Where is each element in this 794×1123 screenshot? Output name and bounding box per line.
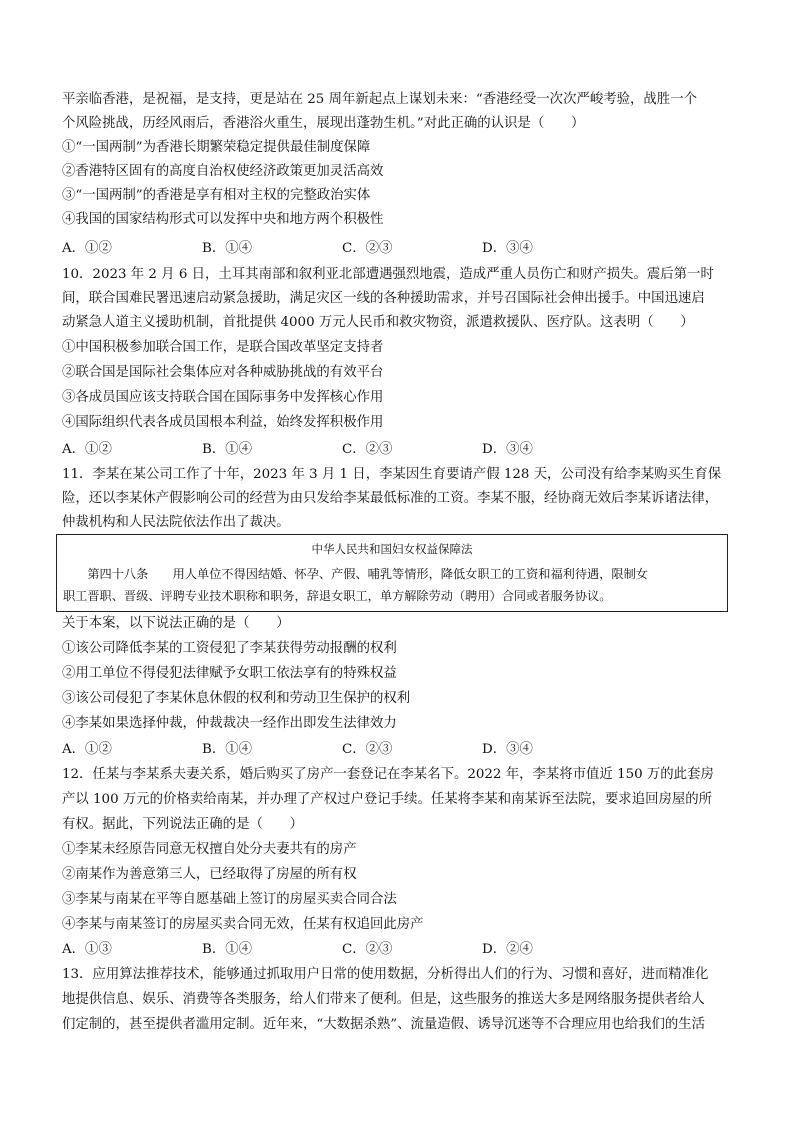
law-excerpt-box bbox=[56, 534, 728, 612]
q13-line-1: 13．应用算法推荐技术，能够通过抓取用户日常的使用数据，分析得出人们的行为、习惯和喜好，进而精准化 bbox=[62, 967, 709, 982]
q11-prompt: 关于本案，以下说法正确的是（ ） bbox=[62, 616, 290, 631]
q10-option-b[interactable]: B．①④ bbox=[202, 442, 253, 457]
law-excerpt-body bbox=[63, 563, 721, 607]
q10-option-c[interactable]: C．②③ bbox=[342, 442, 393, 457]
q12-option-a[interactable]: A．①③ bbox=[62, 942, 112, 957]
q9-statement-1: ①“一国两制”为香港长期繁荣稳定提供最佳制度保障 bbox=[62, 140, 371, 155]
q11-option-b[interactable]: B．①④ bbox=[202, 742, 253, 757]
q12-option-b[interactable]: B．①④ bbox=[202, 942, 253, 957]
q10-statement-4: ④国际组织代表各成员国根本利益，始终发挥积极作用 bbox=[62, 415, 384, 430]
q9-statement-3: ③“一国两制”的香港是享有相对主权的完整政治实体 bbox=[62, 188, 371, 203]
q10-options bbox=[62, 440, 734, 460]
q10-statement-2: ②联合国是国际社会集体应对各种威胁挑战的有效平台 bbox=[62, 365, 384, 380]
q12-option-c[interactable]: C．②③ bbox=[342, 942, 393, 957]
q12-line-1: 12．任某与李某系夫妻关系，婚后购买了房产一套登记在李某名下。2022 年，李某将市值近 150 万的此套房 bbox=[62, 767, 714, 782]
q9-statement-4: ④我国的国家结构形式可以发挥中央和地方两个积极性 bbox=[62, 212, 384, 227]
q10-option-a[interactable]: A．①② bbox=[62, 442, 112, 457]
q9-option-d[interactable]: D．③④ bbox=[482, 241, 533, 256]
q12-option-d[interactable]: D．②④ bbox=[482, 942, 533, 957]
q13-line-2: 地提供信息、娱乐、消费等各类服务，给人们带来了便利。但是，这些服务的推送大多是网络服务提供者给人 bbox=[62, 992, 705, 1007]
q9-line-2: 个风险挑战，历经风雨后，香港浴火重生，展现出蓬勃生机。”对此正确的认识是（ ） bbox=[62, 116, 585, 131]
q11-statement-1: ①该公司降低李某的工资侵犯了李某获得劳动报酬的权利 bbox=[62, 641, 397, 656]
q11-statement-4: ④李某如果选择仲裁，仲裁裁决一经作出即发生法律效力 bbox=[62, 716, 397, 731]
q12-statement-3: ③李某与南某在平等自愿基础上签订的房屋买卖合同合法 bbox=[62, 892, 397, 907]
q10-line-3: 动紧急人道主义援助机制，首批提供 4000 万元人民币和救灾物资，派遣救援队、医疗队。这表明（ ） bbox=[62, 315, 694, 330]
q12-statement-2: ②南某作为善意第三人，已经取得了房屋的所有权 bbox=[62, 867, 357, 882]
q12-line-3: 有权。据此，下列说法正确的是（ ） bbox=[62, 817, 304, 832]
q13-line-3: 们定制的，甚至提供者滥用定制。近年来，“大数据杀熟”、流量造假、诱导沉迷等不合理应用也给我们的生活 bbox=[62, 1017, 706, 1032]
q12-statement-4: ④李某与南某签订的房屋买卖合同无效，任某有权追回此房产 bbox=[62, 917, 424, 932]
q10-statement-3: ③各成员国应该支持联合国在国际事务中发挥核心作用 bbox=[62, 390, 384, 405]
q11-line-3: 仲裁机构和人民法院依法作出了裁决。 bbox=[62, 515, 290, 530]
law-excerpt-title: 中华人民共和国妇女权益保障法 bbox=[311, 542, 473, 556]
q11-options bbox=[62, 740, 734, 760]
q11-option-d[interactable]: D．③④ bbox=[482, 742, 533, 757]
q11-option-c[interactable]: C．②③ bbox=[342, 742, 393, 757]
q11-statement-3: ③该公司侵犯了李某休息休假的权利和劳动卫生保护的权利 bbox=[62, 691, 411, 706]
q9-line-1: 平亲临香港，是祝福，是支持，更是站在 25 周年新起点上谋划未来：“香港经受一次次严峻考验，战胜一个 bbox=[62, 92, 697, 107]
q11-option-a[interactable]: A．①② bbox=[62, 742, 112, 757]
q9-options bbox=[62, 239, 734, 259]
q12-options bbox=[62, 940, 734, 960]
law-excerpt-line-1: 第四十八条 用人单位不得因结婚、怀孕、产假、哺乳等情形，降低女职工的工资和福利待遇，限制女 bbox=[63, 567, 648, 581]
q11-line-1: 11．李某在某公司工作了十年，2023 年 3 月 1 日，李某因生育要请产假 128 天，公司没有给李某购买生育保 bbox=[62, 467, 722, 482]
q10-option-d[interactable]: D．③④ bbox=[482, 442, 533, 457]
law-excerpt-line-2: 职工晋职、晋级、评聘专业技术职称和职务，辞退女职工，单方解除劳动（聘用）合同或者服务协议。 bbox=[63, 589, 612, 603]
q12-statement-1: ①李某未经原告同意无权擅自处分夫妻共有的房产 bbox=[62, 842, 357, 857]
q10-line-1: 10．2023 年 2 月 6 日，土耳其南部和叙利亚北部遭遇强烈地震，造成严重人员伤亡和财产损失。震后第一时 bbox=[62, 267, 714, 282]
q12-line-2: 产以 100 万元的价格卖给南某，并办理了产权过户登记手续。任某将李某和南某诉至法院，要求追回房屋的所 bbox=[62, 792, 713, 807]
q9-option-b[interactable]: B．①④ bbox=[202, 241, 253, 256]
q9-statement-2: ②香港特区固有的高度自治权使经济政策更加灵活高效 bbox=[62, 164, 384, 179]
q11-line-2: 险，还以李某休产假影响公司的经营为由只发给李某最低标准的工资。李某不服，经协商无效后李某诉诸法律， bbox=[62, 491, 719, 506]
q10-statement-1: ①中国积极参加联合国工作，是联合国改革坚定支持者 bbox=[62, 340, 384, 355]
q9-option-a[interactable]: A．①② bbox=[62, 241, 112, 256]
q11-statement-2: ②用工单位不得侵犯法律赋予女职工依法享有的特殊权益 bbox=[62, 666, 397, 681]
q9-option-c[interactable]: C．②③ bbox=[342, 241, 393, 256]
q10-line-2: 间，联合国难民署迅速启动紧急援助，满足灾区一线的各种援助需求，并号召国际社会伸出援手。中国迅速启 bbox=[62, 291, 705, 306]
